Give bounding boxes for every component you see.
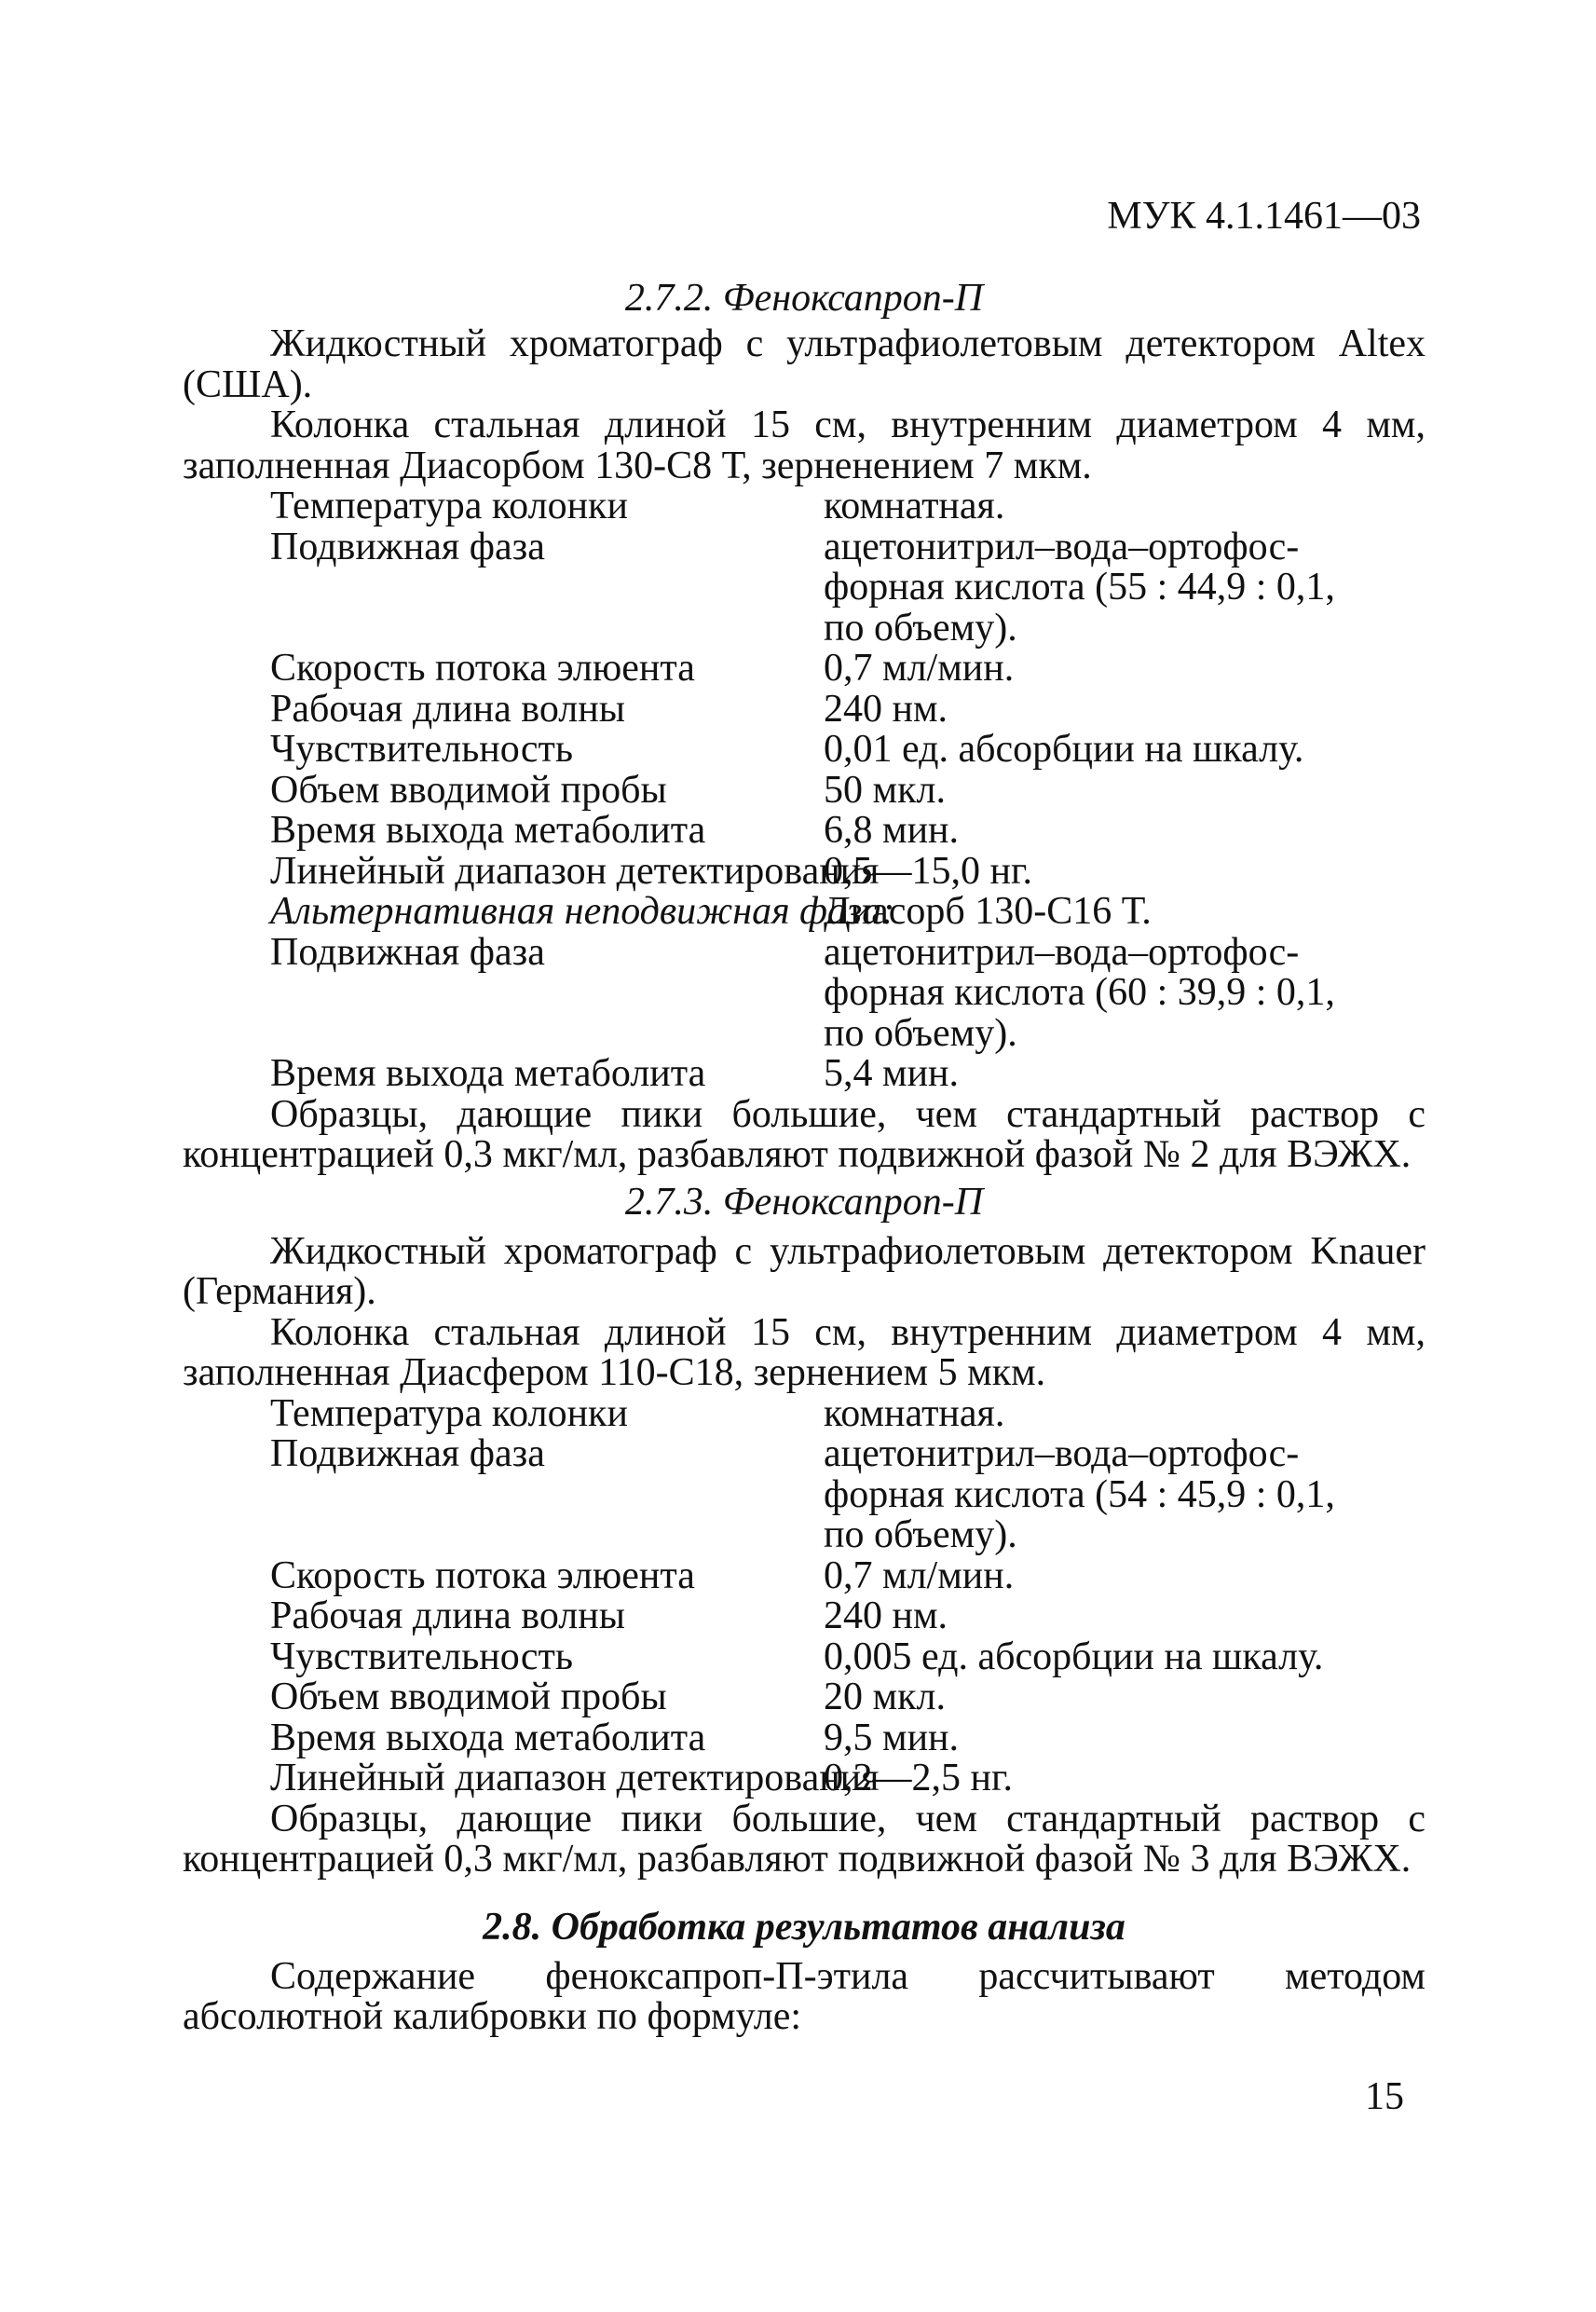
- parameter-row: [183, 649, 1425, 690]
- parameter-row: [183, 1391, 1425, 1435]
- parameter-value: 0,7 мл/мин.: [824, 1553, 1015, 1597]
- page-content: [183, 276, 1425, 2038]
- section-title-2-7-3: 2.7.3. Феноксапроп-П: [624, 1180, 984, 1224]
- parameter-value: 240 нм.: [824, 687, 948, 731]
- note-paragraph: Образцы, дающие пики большие, чем стандартный раствор с концентрацией 0,3 мкг/мл, разбавляют подвижной фазой № 2 для ВЭЖХ.: [183, 1092, 1425, 1176]
- parameter-value: 20 мкл.: [824, 1676, 946, 1718]
- parameter-label: Скорость потока элюента: [270, 647, 695, 690]
- parameter-label: Чувствительность: [270, 1635, 573, 1678]
- parameter-value: 5,4 мин.: [824, 1052, 960, 1095]
- page-number: 15: [1365, 2075, 1404, 2118]
- note-paragraph: Образцы, дающие пики большие, чем стандартный раствор с концентрацией 0,3 мкг/мл, разбавляют подвижной фазой № 3 для ВЭЖХ.: [183, 1797, 1425, 1881]
- parameter-label: Время выхода метаболита: [270, 1052, 706, 1095]
- parameter-row: [183, 1758, 1425, 1799]
- section-title-2-8: 2.8. Обработка результатов анализа: [483, 1905, 1125, 1949]
- parameter-label: Скорость потока элюента: [270, 1553, 695, 1597]
- parameter-value: 0,01 ед. абсорбции на шкалу.: [824, 728, 1304, 771]
- intro-paragraph: Жидкостный хроматограф с ультрафиолетовым детектором Altex (США).: [183, 322, 1425, 406]
- parameter-value: Диасорб 130-С16 Т.: [824, 890, 1152, 933]
- parameter-row: [183, 930, 1425, 1055]
- parameter-label: Альтернативная неподвижная фаза:: [270, 890, 895, 933]
- parameter-label: Подвижная фаза: [270, 1432, 545, 1475]
- parameter-row: [183, 1434, 1425, 1556]
- parameter-label: Рабочая длина волны: [270, 687, 625, 731]
- document-code: МУК 4.1.1461—03: [1107, 195, 1421, 238]
- parameter-row: [183, 849, 1425, 893]
- parameter-row: [183, 730, 1425, 771]
- parameter-value: 240 нм.: [824, 1594, 948, 1637]
- parameter-value: ацетонитрил–вода–ортофос- форная кислота (54 : 45,9 : 0,1, по объему).: [824, 1432, 1335, 1556]
- parameter-value: комнатная.: [824, 485, 1005, 527]
- parameter-row: [183, 1637, 1425, 1678]
- parameters-list: [183, 1391, 1425, 1799]
- parameter-row: [183, 527, 1425, 650]
- parameter-label: Рабочая длина волны: [270, 1594, 625, 1637]
- parameter-row: [183, 768, 1425, 812]
- parameter-label: Чувствительность: [270, 728, 573, 771]
- parameter-label: Время выхода метаболита: [270, 1716, 706, 1759]
- body-paragraph: Содержание феноксапроп-П-этила рассчитывают методом абсолютной калибровки по формуле:: [183, 1954, 1425, 2038]
- parameter-label: Объем вводимой пробы: [270, 1676, 667, 1718]
- intro-paragraph: Колонка стальная длиной 15 см, внутренним диаметром 4 мм, заполненная Диасфером 110-С18, зернением 5 мкм.: [183, 1310, 1425, 1394]
- parameter-label: Линейный диапазон детектирования: [270, 1757, 880, 1799]
- parameter-label: Время выхода метаболита: [270, 809, 706, 852]
- parameter-value: 0,005 ед. абсорбции на шкалу.: [824, 1635, 1324, 1678]
- parameter-label: Подвижная фаза: [270, 930, 545, 974]
- parameter-row: [183, 1553, 1425, 1597]
- parameter-label: Линейный диапазон детектирования: [270, 849, 880, 893]
- parameter-value: ацетонитрил–вода–ортофос- форная кислота (60 : 39,9 : 0,1, по объему).: [824, 930, 1335, 1055]
- parameter-value: комнатная.: [824, 1391, 1005, 1435]
- intro-paragraph: Жидкостный хроматограф с ультрафиолетовым детектором Knauer (Германия).: [183, 1229, 1425, 1313]
- parameter-row: [183, 892, 1425, 933]
- parameter-row: [183, 811, 1425, 852]
- parameters-list: [183, 486, 1425, 1095]
- parameter-row: [183, 687, 1425, 731]
- section-title-2-7-2: 2.7.2. Феноксапроп-П: [624, 277, 984, 320]
- parameter-row: [183, 486, 1425, 527]
- parameter-label: Подвижная фаза: [270, 525, 545, 568]
- parameter-value: 9,5 мин.: [824, 1716, 960, 1759]
- parameter-label: Температура колонки: [270, 485, 628, 527]
- parameter-label: Температура колонки: [270, 1391, 628, 1435]
- parameter-value: 50 мкл.: [824, 768, 946, 812]
- parameter-row: [183, 1718, 1425, 1759]
- parameter-value: ацетонитрил–вода–ортофос- форная кислота (55 : 44,9 : 0,1, по объему).: [824, 525, 1335, 650]
- parameter-value: 6,8 мин.: [824, 809, 960, 852]
- parameter-row: [183, 1677, 1425, 1718]
- parameter-row: [183, 1596, 1425, 1637]
- parameter-value: 0,2—2,5 нг.: [824, 1757, 1013, 1799]
- parameter-label: Объем вводимой пробы: [270, 768, 667, 812]
- parameter-value: 0,5—15,0 нг.: [824, 849, 1032, 893]
- parameter-row: [183, 1054, 1425, 1095]
- intro-paragraph: Колонка стальная длиной 15 см, внутренним диаметром 4 мм, заполненная Диасорбом 130-С8 Т, зерненением 7 мкм.: [183, 404, 1425, 487]
- parameter-value: 0,7 мл/мин.: [824, 647, 1015, 690]
